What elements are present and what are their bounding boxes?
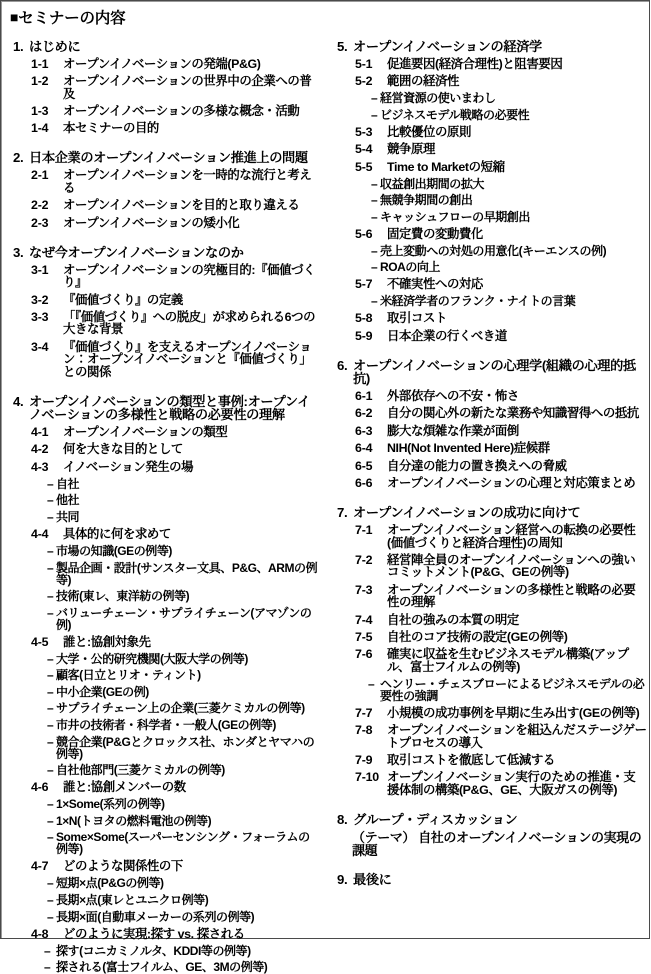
outline-item-label: 共同 xyxy=(56,509,80,524)
outline-item-label: オープンイノベーションの類型と事例:オープンイノベーションの多様性と戦略の必要性の理解 xyxy=(29,393,310,422)
bullet-dash-icon: – xyxy=(44,960,51,974)
outline-number: 7-9 xyxy=(355,753,373,768)
outline-item-label: オープンイノベーション経営への転換の必要性(価値づくりと経済合理性)の周知 xyxy=(387,523,636,550)
outline-number: 5-6 xyxy=(355,226,373,241)
outline-item-label: 自社のコア技術の設定(GEの例等) xyxy=(387,630,568,644)
outline-item-label: どのように実現:探す vs. 探される xyxy=(63,926,245,941)
outline-item-label: 自分達の能力の置き換えへの脅威 xyxy=(387,458,567,473)
outline-item-label: 「『価値づくり』への脱皮」が求められる6つの大きな背景 xyxy=(63,309,316,337)
outline-item xyxy=(31,426,321,438)
outline-number: 6. xyxy=(337,357,348,373)
outline-item xyxy=(31,928,321,940)
outline-item-label: 探される(富士フイルム、GE、3Mの例等) xyxy=(56,960,268,974)
outline-item xyxy=(355,407,647,419)
outline-item-label: オープンイノベーションの類型 xyxy=(63,424,228,439)
outline-item xyxy=(355,126,647,138)
outline-item xyxy=(31,528,321,540)
outline-item-label: 最後に xyxy=(353,872,392,888)
outline-item-label: 長期×点(東レとユニクロ例等) xyxy=(56,893,209,908)
outline-item-label: 顧客(日立とリオ・ティント) xyxy=(56,668,201,683)
bullet-dash-icon: – xyxy=(47,718,54,733)
outline-item-label: Time to Marketの短縮 xyxy=(387,159,505,174)
outline-number: 1-3 xyxy=(31,103,49,118)
outline-column-left xyxy=(1,34,323,973)
outline-bullet-item xyxy=(47,764,321,776)
outline-number: 7-2 xyxy=(355,552,373,567)
outline-number: 4-3 xyxy=(31,459,49,474)
outline-item xyxy=(355,228,647,240)
outline-item-label: 外部依存への不安・怖さ xyxy=(387,389,519,404)
outline-bullet-item xyxy=(47,545,321,557)
outline-item xyxy=(355,754,647,766)
outline-item-label: 自社 xyxy=(56,476,80,491)
outline-item xyxy=(31,294,321,306)
title-bullet-icon: ■ xyxy=(10,9,19,25)
outline-item-label: 長期×面(自動車メーカーの系列の例等) xyxy=(56,909,255,924)
outline-bullet-item xyxy=(368,678,647,702)
outline-bullet-item xyxy=(371,109,647,121)
outline-column-right xyxy=(323,34,651,887)
outline-item-label: オープンイノベーションを目的と取り違える xyxy=(63,198,300,213)
outline-bullet-item xyxy=(371,245,647,257)
outline-item xyxy=(31,461,321,473)
outline-item xyxy=(31,264,321,289)
outline-number: 2. xyxy=(13,150,24,166)
outline-number: 5-7 xyxy=(355,277,373,292)
outline-number: 3-3 xyxy=(31,309,49,324)
section-spacer xyxy=(337,857,647,868)
outline-continuation-line: （テーマ） 自社のオープンイノベーションの実現の課題 xyxy=(352,829,642,858)
outline-item-label: キャッシュフローの早期創出 xyxy=(380,209,530,224)
outline-item xyxy=(355,425,647,437)
outline-item xyxy=(31,105,321,117)
outline-number: 5-9 xyxy=(355,328,373,343)
outline-number: 3-4 xyxy=(31,339,49,354)
outline-number: 8. xyxy=(337,811,348,827)
outline-item xyxy=(355,390,647,402)
outline-item xyxy=(31,341,321,378)
outline-item xyxy=(31,122,321,134)
outline-bullet-item xyxy=(47,831,321,855)
outline-item-label: 促進要因(経済合理性)と阻害要因 xyxy=(387,56,563,71)
outline-number: 6-4 xyxy=(355,441,373,456)
outline-number: 4-8 xyxy=(31,926,49,941)
outline-item-label: 1×N(トヨタの燃料電池の例等) xyxy=(56,813,212,828)
outline-bullet-item xyxy=(371,211,647,223)
outline-item-label: オープンイノベーションの経済学 xyxy=(353,38,542,54)
outline-item xyxy=(31,58,321,70)
outline-item-label: 市場の知識(GEの例等) xyxy=(56,543,172,558)
outline-item xyxy=(355,75,647,87)
outline-number: 9. xyxy=(337,872,348,888)
outline-number: 5. xyxy=(337,38,348,54)
bullet-dash-icon: – xyxy=(47,589,54,604)
outline-item xyxy=(355,143,647,155)
outline-item xyxy=(31,636,321,648)
outline-number: 6-5 xyxy=(355,458,373,473)
outline-item-label: はじめに xyxy=(29,38,81,54)
outline-item-label: 不確実性への対応 xyxy=(387,277,483,292)
outline-item xyxy=(13,40,321,53)
outline-item-label: オープンイノベーションの世界中の企業への普及 xyxy=(63,74,312,101)
outline-item-label: 自社他部門(三菱ケミカルの例等) xyxy=(56,763,225,778)
outline-number: 4-4 xyxy=(31,526,49,541)
outline-item-label: 比較優位の原則 xyxy=(387,124,471,139)
outline-item-label: ビジネスモデル戦略の必要性 xyxy=(380,107,530,122)
outline-item xyxy=(337,506,647,519)
outline-item xyxy=(355,648,647,673)
outline-item-label: サプライチェーン上の企業(三菱ケミカルの例等) xyxy=(56,701,305,716)
outline-item xyxy=(31,311,321,336)
bullet-dash-icon: – xyxy=(47,763,54,778)
outline-number: 4. xyxy=(13,393,24,409)
bullet-dash-icon: – xyxy=(47,893,54,908)
outline-item xyxy=(355,460,647,472)
bullet-dash-icon: – xyxy=(371,209,378,224)
outline-bullet-item xyxy=(371,194,647,206)
outline-item xyxy=(355,524,647,549)
outline-item-label: オープンイノベーションの心理と対応策まとめ xyxy=(387,476,636,491)
outline-number: 1-4 xyxy=(31,121,49,136)
outline-number: 7-10 xyxy=(355,770,379,785)
bullet-dash-icon: – xyxy=(44,943,51,958)
outline-item-label: イノベーション発生の場 xyxy=(63,459,194,474)
outline-item xyxy=(31,860,321,872)
outline-item-label: 競合企業(P&Gとクロックス社、ホンダとヤマハの例等) xyxy=(56,734,315,761)
bullet-dash-icon: – xyxy=(371,107,378,122)
outline-item-label: 中小企業(GEの例) xyxy=(56,684,149,699)
outline-bullet-item xyxy=(47,653,321,665)
outline-item-label: 確実に収益を生むビジネスモデル構築(アップル、富士フイルムの例等) xyxy=(387,647,629,674)
outline-bullet-item xyxy=(47,911,321,923)
outline-item-label: 無競争期間の創出 xyxy=(380,193,473,208)
outline-number: 5-2 xyxy=(355,74,373,89)
outline-item-label: 誰と:協創対象先 xyxy=(63,634,151,649)
outline-item-label: オープンイノベーションの究極目的:『価値づくり』 xyxy=(63,262,316,290)
outline-item xyxy=(337,40,647,53)
bullet-dash-icon: – xyxy=(47,651,54,666)
outline-item-label: 本セミナーの目的 xyxy=(63,121,159,136)
outline-item-label: ヘンリー・チェスブローによるビジネスモデルの必要性の強調 xyxy=(380,676,645,703)
outline-bullet-item xyxy=(371,178,647,190)
bullet-dash-icon: – xyxy=(47,493,54,508)
bullet-dash-icon: – xyxy=(47,605,54,620)
outline-bullet-item xyxy=(47,478,321,490)
outline-item-label: オープンイノベーションの発端(P&G) xyxy=(63,56,261,71)
bullet-dash-icon: – xyxy=(371,243,378,258)
outline-bullet-item xyxy=(371,295,647,307)
outline-bullet-item xyxy=(47,815,321,827)
bullet-dash-icon: – xyxy=(371,193,378,208)
outline-number: 1. xyxy=(13,38,24,54)
outline-bullet-item xyxy=(371,261,647,273)
outline-bullet-item xyxy=(47,894,321,906)
outline-number: 5-8 xyxy=(355,311,373,326)
bullet-dash-icon: – xyxy=(47,543,54,558)
outline-item xyxy=(355,442,647,454)
bullet-dash-icon: – xyxy=(47,797,54,812)
outline-item-label: 『価値づくり』の定義 xyxy=(63,292,183,307)
outline-number: 4-2 xyxy=(31,442,49,457)
outline-number: 7-3 xyxy=(355,582,373,597)
outline-bullet-item xyxy=(47,798,321,810)
section-spacer xyxy=(337,489,647,500)
outline-item-label: 市井の技術者・科学者・一般人(GEの例等) xyxy=(56,718,276,733)
outline-item xyxy=(355,614,647,626)
bullet-dash-icon: – xyxy=(47,909,54,924)
outline-item-label: 膨大な煩雑な作業が面倒 xyxy=(387,423,519,438)
bullet-dash-icon: – xyxy=(47,734,54,749)
outline-item-label: 固定費の変動費化 xyxy=(387,226,483,241)
outline-item-label: なぜ今オープンイノベーションなのか xyxy=(29,244,244,260)
outline-item xyxy=(355,707,647,719)
outline-item xyxy=(31,443,321,455)
outline-item xyxy=(355,278,647,290)
outline-item-label: オープンイノベーションを一時的な流行と考える xyxy=(63,168,312,195)
outline-number: 5-1 xyxy=(355,56,373,71)
outline-item-label: 何を大きな目的として xyxy=(63,442,183,457)
outline-number: 7-4 xyxy=(355,612,373,627)
outline-item-label: オープンイノベーションの矮小化 xyxy=(63,215,240,230)
outline-item xyxy=(337,813,647,826)
outline-number: 7-1 xyxy=(355,523,373,538)
outline-item-label: 1×Some(系列の例等) xyxy=(56,797,165,812)
section-spacer xyxy=(13,135,321,146)
outline-item-label: 短期×点(P&Gの例等) xyxy=(56,876,164,891)
outline-number: 6-1 xyxy=(355,389,373,404)
outline-item xyxy=(355,58,647,70)
outline-item xyxy=(31,75,321,100)
outline-item-label: NIH(Not Invented Here)症候群 xyxy=(387,441,550,456)
outline-number: 2-2 xyxy=(31,198,49,213)
bullet-dash-icon: – xyxy=(47,830,54,845)
outline-number: 1-2 xyxy=(31,74,49,89)
outline-item xyxy=(355,330,647,342)
outline-bullet-item xyxy=(47,511,321,523)
outline-bullet-item xyxy=(47,686,321,698)
outline-bullet-item xyxy=(47,562,321,586)
outline-number: 2-3 xyxy=(31,215,49,230)
outline-item-label: どのような関係性の下 xyxy=(63,859,183,874)
outline-number: 7-5 xyxy=(355,630,373,644)
outline-item xyxy=(337,359,647,385)
bullet-dash-icon: – xyxy=(371,91,378,106)
bullet-dash-icon: – xyxy=(371,294,378,309)
bullet-dash-icon: – xyxy=(47,701,54,716)
outline-number: 1-1 xyxy=(31,56,49,71)
outline-item-label: オープンイノベーションの多様な概念・活動 xyxy=(63,103,300,118)
outline-bullet-item xyxy=(47,494,321,506)
bullet-dash-icon: – xyxy=(47,476,54,491)
outline-item xyxy=(13,151,321,164)
outline-item-label: 小規模の成功事例を早期に生み出す(GEの例等) xyxy=(387,705,640,720)
outline-item xyxy=(355,771,647,796)
outline-bullet-item xyxy=(47,607,321,631)
section-spacer xyxy=(337,796,647,807)
outline-number: 5-3 xyxy=(355,124,373,139)
bullet-dash-icon: – xyxy=(47,684,54,699)
outline-number: 7-8 xyxy=(355,723,373,738)
outline-bullet-item xyxy=(44,945,321,957)
outline-item-label: 探す(コニカミノルタ、KDDI等の例等) xyxy=(56,943,251,958)
outline-item xyxy=(31,169,321,194)
outline-number: 4-7 xyxy=(31,859,49,874)
outline-number: 7. xyxy=(337,504,348,520)
outline-number: 4-1 xyxy=(31,424,49,439)
bullet-dash-icon: – xyxy=(47,813,54,828)
outline-item-label: 自社の強みの本質の明定 xyxy=(387,612,519,627)
outline-item-label: 製品企画・設計(サンスター文具、P&G、ARMの例等) xyxy=(56,560,318,587)
outline-columns xyxy=(1,34,651,973)
outline-item-label: 競争原理 xyxy=(387,142,435,157)
bullet-dash-icon: – xyxy=(47,509,54,524)
outline-item-label: 経営資源の使いまわし xyxy=(380,91,496,106)
section-spacer xyxy=(13,229,321,240)
bullet-dash-icon: – xyxy=(47,668,54,683)
outline-bullet-item xyxy=(47,669,321,681)
outline-item-label: 日本企業の行くべき道 xyxy=(387,328,507,343)
outline-item-label: 具体的に何を求めて xyxy=(63,526,171,541)
outline-item-label: 誰と:協創メンバーの数 xyxy=(63,780,186,795)
outline-number: 3. xyxy=(13,244,24,260)
outline-bullet-item xyxy=(47,877,321,889)
outline-item-label: オープンイノベーションの成功に向けて xyxy=(353,504,581,520)
outline-number: 2-1 xyxy=(31,168,49,183)
outline-item xyxy=(355,312,647,324)
outline-item xyxy=(355,631,647,643)
bullet-dash-icon: – xyxy=(47,560,54,575)
outline-item-label: Some×Some(スーパーセンシング・フォーラムの例等) xyxy=(56,830,310,857)
outline-item xyxy=(13,246,321,259)
section-spacer xyxy=(337,342,647,353)
outline-item-label: オープンイノベーション実行のための推進・支援体制の構築(P&G、GE、大阪ガスの例等) xyxy=(387,770,636,797)
outline-item xyxy=(355,554,647,579)
outline-item-label: 売上変動への対処の用意化(キーエンスの例) xyxy=(380,243,607,258)
outline-item-label: 米経済学者のフランク・ナイトの言葉 xyxy=(380,294,576,309)
outline-item-label: 『価値づくり』を支えるオープンイノベーション：オープンイノベーションと『価値づくり」との関係 xyxy=(63,339,312,379)
outline-item-label: 他社 xyxy=(56,493,80,508)
outline-item-label: オープンイノベーションを組込んだステージゲートプロセスの導入 xyxy=(387,723,647,750)
section-spacer xyxy=(13,378,321,389)
bullet-dash-icon: – xyxy=(368,676,375,691)
outline-item-label: 取引コスト xyxy=(387,311,447,326)
outline-number: 6-6 xyxy=(355,476,373,491)
outline-number: 3-2 xyxy=(31,292,49,307)
outline-bullet-item xyxy=(47,719,321,731)
outline-bullet-item xyxy=(47,590,321,602)
outline-item xyxy=(13,395,321,421)
bullet-dash-icon: – xyxy=(47,876,54,891)
outline-item-label: ROAの向上 xyxy=(380,260,440,275)
outline-item xyxy=(355,584,647,609)
outline-item-label: 日本企業のオープンイノベーション推進上の問題 xyxy=(29,150,308,166)
outline-item-label: 経営陣全員のオープンイノベーションへの強いコミットメント(P&G、GEの例等) xyxy=(387,552,636,580)
outline-number: 4-6 xyxy=(31,780,49,795)
outline-item-label: 技術(東レ、東洋紡の例等) xyxy=(56,589,190,604)
outline-bullet-item xyxy=(47,736,321,760)
outline-bullet-item xyxy=(44,961,321,973)
outline-number: 5-5 xyxy=(355,159,373,174)
outline-number: 5-4 xyxy=(355,142,373,157)
page-title-text: セミナーの内容 xyxy=(18,10,126,27)
outline-item-label: 収益創出期間の拡大 xyxy=(380,176,484,191)
bullet-dash-icon: – xyxy=(371,176,378,191)
outline-number: 3-1 xyxy=(31,262,49,277)
outline-item-label: バリューチェーン・サプライチェーン(アマゾンの例) xyxy=(56,605,312,632)
outline-item xyxy=(355,477,647,489)
outline-item-label: 大学・公的研究機関(大阪大学の例等) xyxy=(56,651,248,666)
outline-number: 6-3 xyxy=(355,423,373,438)
outline-item-label: 取引コストを徹底して低減する xyxy=(387,753,555,768)
outline-item-label: グループ・ディスカッション xyxy=(353,811,518,827)
page-title xyxy=(10,9,125,28)
outline-number: 6-2 xyxy=(355,406,373,421)
outline-item-label: 範囲の経済性 xyxy=(387,74,459,89)
outline-item xyxy=(355,161,647,173)
outline-item xyxy=(355,724,647,749)
outline-item-label: オープンイノベーションの心理学(組織の心理的抵抗) xyxy=(353,357,636,386)
outline-number: 4-5 xyxy=(31,634,49,649)
outline-item xyxy=(337,873,647,886)
outline-item xyxy=(31,199,321,211)
outline-item-label: 自分の関心外の新たな業務や知識習得への抵抗 xyxy=(387,406,639,421)
outline-item xyxy=(31,781,321,793)
outline-number: 7-7 xyxy=(355,705,373,720)
outline-number: 7-6 xyxy=(355,647,373,662)
outline-item-label: オープンイノベーションの多様性と戦略の必要性の理解 xyxy=(387,582,636,610)
bullet-dash-icon: – xyxy=(371,260,378,275)
outline-item xyxy=(31,217,321,229)
outline-bullet-item xyxy=(371,92,647,104)
outline-bullet-item xyxy=(47,702,321,714)
